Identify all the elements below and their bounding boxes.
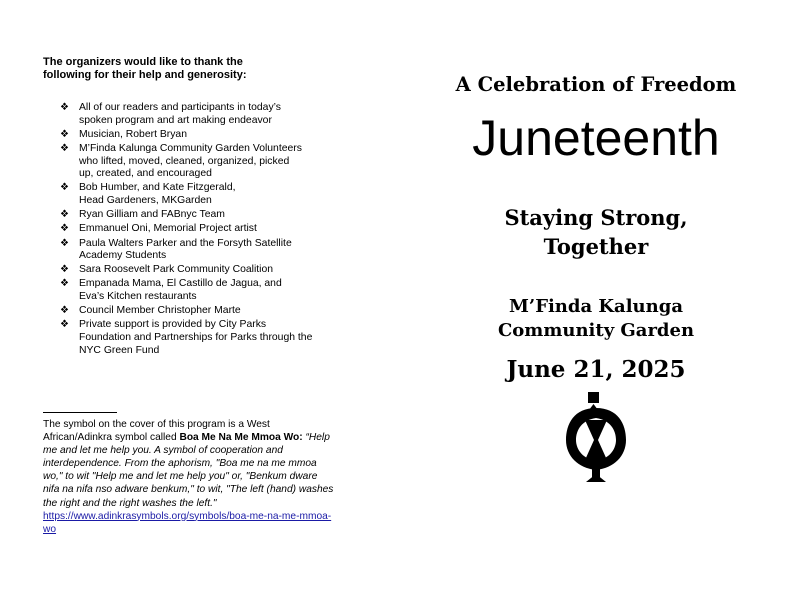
thanks-item [43,182,343,207]
diamond-bullet-icon: ❖ [60,128,69,140]
thanks-item [43,319,343,357]
thanks-item [43,129,343,142]
thanks-item-line: up, created, and encouraged [79,168,212,180]
diamond-bullet-icon: ❖ [60,237,69,249]
venue-line-1: M’Finda Kalunga [509,296,683,317]
thanks-item-line: Ryan Gilliam and FABnyc Team [79,209,225,221]
thanks-item-line: All of our readers and participants in today’s [79,102,281,113]
footnote-intro: The symbol on the cover of this program is a West African/Adinkra symbol called [43,419,270,444]
thanks-item [43,102,343,127]
thanks-item-line: Council Member Christopher Marte [79,305,241,317]
symbol-meaning-quote: “Help me and let me help you. A symbol of cooperation and interdependence. From the aphorism, "Boa me na me mmoa wo," to wit "Help me and let me help you" or, "Benkum dware nifa na nifa nso adware benkum," to wit, "The left (hand) washes the right and the right washes the left." [43,432,334,509]
footnote-divider [43,412,117,413]
diamond-bullet-icon: ❖ [60,182,69,194]
thanks-item-line: Academy Students [79,250,167,262]
acknowledgements-heading [43,56,343,82]
adinkra-symbol-icon [560,390,632,486]
thanks-item [43,264,343,277]
symbol-footnote [43,418,335,536]
cover-date: June 21, 2025 [506,356,686,383]
cover-theme [440,203,752,261]
thanks-item [43,305,343,318]
theme-line-1: Staying Strong, [504,205,688,230]
symbol-reference-link[interactable]: https://www.adinkrasymbols.org/symbols/boa-me-na-me-mmoa-wo [43,510,332,535]
diamond-bullet-icon: ❖ [60,319,69,331]
diamond-bullet-icon: ❖ [60,264,69,276]
thanks-item-line: NYC Green Fund [79,344,160,356]
diamond-bullet-icon: ❖ [60,305,69,317]
thanks-item-line: Paula Walters Parker and the Forsyth Satellite [79,237,292,249]
symbol-name: Boa Me Na Me Mmoa Wo: [179,432,303,444]
diamond-bullet-icon: ❖ [60,223,69,235]
thanks-item-line: who lifted, moved, cleaned, organized, picked [79,155,290,167]
thanks-item-line: spoken program and art making endeavor [79,114,272,126]
thanks-item [43,223,343,236]
thanks-list [43,102,343,357]
cover-title: Juneteenth [472,110,720,166]
heading-line-2: following for their help and generosity: [43,69,247,81]
thanks-item-line: Musician, Robert Bryan [79,128,187,140]
thanks-item-line: Empanada Mama, El Castillo de Jagua, and [79,278,282,290]
thanks-item [43,209,343,222]
heading-line-1: The organizers would like to thank the [43,56,243,68]
thanks-item [43,278,343,303]
cover-venue [440,295,752,343]
diamond-bullet-icon: ❖ [60,209,69,221]
thanks-item-line: Private support is provided by City Parks [79,319,267,331]
diamond-bullet-icon: ❖ [60,142,69,154]
thanks-item-line: Emmanuel Oni, Memorial Project artist [79,223,257,235]
thanks-item-line: Sara Roosevelt Park Community Coalition [79,264,274,276]
thanks-item-line: Bob Humber, and Kate Fitzgerald, [79,182,236,194]
diamond-bullet-icon: ❖ [60,102,69,113]
diamond-bullet-icon: ❖ [60,278,69,290]
thanks-item [43,143,343,181]
theme-line-2: Together [543,234,649,259]
thanks-item-line: Head Gardeners, MKGarden [79,194,212,206]
thanks-item-line: Eva’s Kitchen restaurants [79,291,197,303]
acknowledgements-panel [43,56,343,359]
thanks-item-line: Foundation and Partnerships for Parks through the [79,332,313,344]
cover-tagline: A Celebration of Freedom [455,73,737,96]
thanks-item-line: M’Finda Kalunga Community Garden Volunteers [79,142,302,154]
thanks-item [43,238,343,263]
venue-line-2: Community Garden [497,320,695,341]
